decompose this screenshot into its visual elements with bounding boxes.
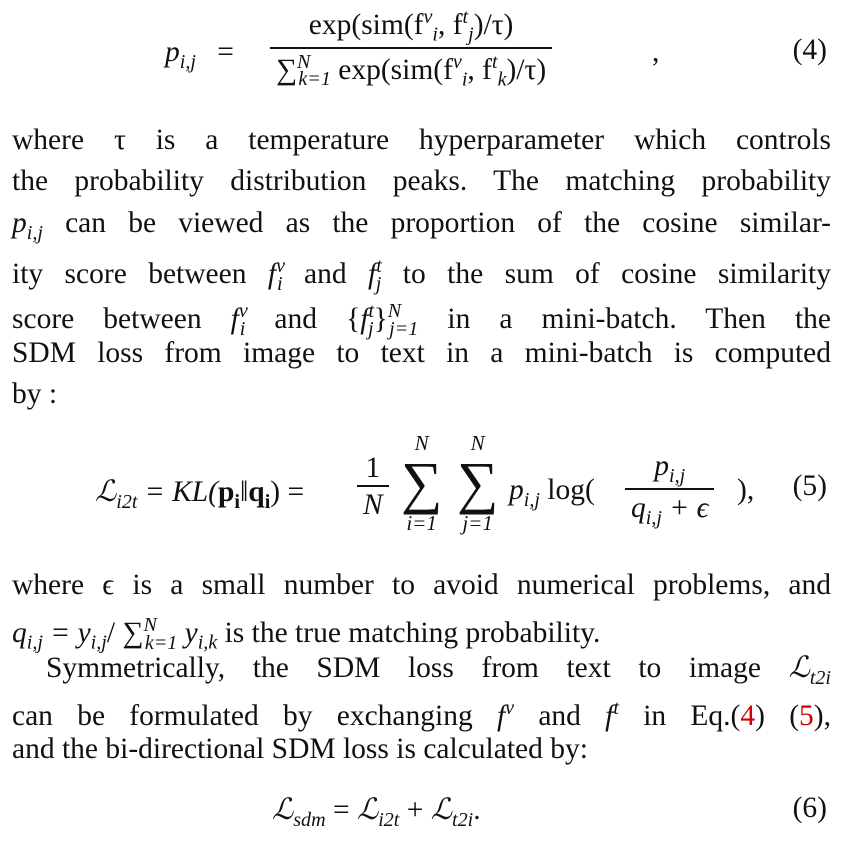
para2-l3-L-sub: t2i: [809, 666, 831, 689]
para2-l4-a: can be formulated by exchanging: [12, 699, 497, 732]
para1-l5-b: and {: [245, 302, 361, 335]
para2-l5-text: and the bi-directional SDM loss is calculated by:: [12, 733, 588, 765]
para1-l5-f1: f: [230, 302, 239, 335]
equation-number-5: (5): [792, 470, 827, 502]
eq5-lhs: [95, 474, 304, 514]
eq5-sum-j-top: N: [470, 431, 485, 455]
eq5-p: p: [218, 476, 235, 508]
eq4-comma: ,: [652, 36, 660, 68]
para1-l2-text: the probability distribution peaks. The matching probability: [12, 165, 831, 197]
para2-l4-sup1: v: [505, 697, 515, 719]
eq4-den-end: )/τ): [506, 53, 547, 86]
eq5-kl: = KL(: [137, 476, 218, 508]
eq5-reference-link[interactable]: 5: [799, 699, 814, 732]
eq5-pij: p: [509, 474, 524, 506]
para1-l5-c: }: [373, 302, 388, 335]
para1-l4-sup2: t: [376, 255, 382, 277]
para2-l4-c: in Eq.(: [618, 699, 741, 732]
para1-line2: [12, 161, 831, 201]
para1-line7: [12, 374, 831, 414]
eq4-den-sub1: i: [461, 68, 468, 91]
para2-l1-text: where ϵ is a small number to avoid numerical problems, and: [12, 569, 831, 601]
eq5-sum-j-symbol: ∑: [457, 450, 499, 515]
eq5-ratio-eps: + ϵ: [661, 491, 709, 524]
eq5-L-sub: i2t: [116, 490, 138, 513]
para1-l4-a: ity score between: [12, 257, 268, 290]
para2-l2-sub1: i,j: [26, 631, 43, 654]
eq5-one-over-n: [357, 452, 389, 522]
eq5-sum-i-symbol: ∑: [401, 450, 443, 515]
eq5-ratio-num: [625, 450, 714, 488]
para2-l2-text: is the true matching probability.: [217, 616, 601, 649]
eq6-L1-sub: sdm: [293, 808, 326, 831]
eq4-lhs: [165, 36, 234, 74]
eq4-sum-sup: N: [297, 50, 311, 73]
para2-l4-d: ) (: [755, 699, 800, 732]
eq6-L2: ℒ: [356, 792, 379, 826]
para2-l4-e: ),: [813, 699, 831, 732]
eq5-pij-log: [509, 474, 595, 512]
para2-l4-b: and: [514, 699, 606, 732]
para2-line5: [12, 729, 831, 769]
eq4-num-a: exp(sim(f: [308, 8, 424, 41]
para1-l5-a: score between: [12, 302, 231, 335]
eq6-L2-sub: i2t: [378, 808, 400, 831]
eq4-den-sup1: v: [452, 50, 462, 73]
eq4-p-sub: i,j: [179, 50, 196, 73]
equation-6: [272, 792, 481, 832]
eq6-equals: =: [325, 794, 357, 826]
eq4-num-mid: , f: [437, 8, 463, 41]
para2-l2-sub2: i,j: [90, 631, 107, 654]
eq5-n: N: [357, 485, 389, 522]
eq5-L: ℒ: [95, 474, 117, 508]
para2-l4-f1: f: [496, 699, 506, 732]
eq5-sum-j: [457, 432, 498, 534]
eq5-one: 1: [365, 452, 381, 484]
eq6-end: .: [473, 794, 481, 826]
eq4-den-sup2: t: [491, 50, 498, 73]
eq4-den-mid: , f: [467, 53, 492, 86]
equation-number-4: (4): [792, 34, 827, 66]
eq5-ratio-p-sub: i,j: [669, 464, 686, 487]
eq5-ratio-q: q: [631, 491, 646, 524]
para1-l5-sup3: N: [387, 300, 402, 322]
eq4-num-sub2: j: [468, 23, 474, 46]
para1-line1: [12, 120, 831, 160]
para2-l4-sup2: t: [613, 697, 619, 719]
para1-l7-text: by :: [12, 378, 58, 410]
para1-line6: [12, 333, 831, 373]
para1-l3-sub: i,j: [26, 221, 43, 244]
para1-l4-f2: f: [368, 257, 377, 290]
eq4-sum-symbol: ∑: [276, 53, 298, 86]
eq4-fraction: [270, 6, 552, 91]
para1-l5-sup1: v: [238, 300, 248, 322]
eq4-p: p: [165, 36, 180, 68]
eq4-den-exp: exp(sim(f: [330, 53, 453, 86]
eq5-ratio-den: [625, 488, 714, 530]
para1-l4-f1: f: [267, 257, 277, 290]
para1-l5-f2: f: [360, 302, 369, 335]
eq4-num-sub1: i: [432, 23, 438, 46]
eq6-L1: ℒ: [272, 792, 294, 826]
eq5-sum-i-top: N: [414, 431, 429, 455]
para2-l2-sup3: N: [143, 614, 157, 636]
eq5-end: ),: [737, 474, 755, 506]
eq5-sum-j-bottom: j=1: [462, 511, 493, 535]
eq5-q-sub: i: [264, 490, 271, 513]
eq4-numerator: [270, 6, 552, 47]
eq4-den-sub2: k: [497, 68, 507, 91]
para2-l2-sub4: i,k: [197, 631, 218, 654]
eq4-reference-link[interactable]: 4: [740, 699, 756, 732]
eq5-ratio: [625, 450, 714, 530]
para2-l2-q: q: [12, 616, 27, 649]
para1-l5-sub1: i: [239, 317, 246, 340]
para1-l4-sup1: v: [276, 255, 286, 277]
eq5-sum-i-bottom: i=1: [406, 511, 437, 535]
eq4-num-end: )/τ): [473, 8, 514, 41]
eq4-sum-sub: k=1: [298, 68, 331, 91]
eq4-num-sup2: t: [462, 6, 469, 28]
eq4-equals: =: [217, 36, 234, 68]
para1-l5-sub3: j=1: [389, 317, 419, 340]
eq6-L3: ℒ: [430, 792, 453, 826]
eq5-p-sub: i: [234, 490, 240, 513]
para1-l5-sub2: j: [368, 317, 374, 340]
para2-l2-y: = y: [42, 616, 91, 649]
eq5-q: q: [248, 476, 265, 508]
eq4-denominator: [270, 47, 552, 92]
para1-l3-p: p: [12, 207, 27, 239]
para2-l4-f2: f: [605, 699, 614, 732]
para2-line1: [12, 565, 831, 605]
eq5-pij-sub: i,j: [523, 488, 540, 511]
para1-l4-b: and: [282, 257, 369, 290]
para1-l5-sup2: t: [368, 300, 375, 322]
para1-l1-text: where τ is a temperature hyperparameter which controls: [12, 124, 831, 156]
para1-l4-c: to the sum of cosine similarity: [381, 257, 832, 290]
eq6-plus: +: [399, 794, 431, 826]
eq5-log: log(: [539, 474, 595, 506]
para2-l3-text: Symmetrically, the SDM loss from text to image: [46, 652, 789, 684]
para1-l4-sub1: i: [277, 272, 283, 295]
eq5-bar: ‖: [240, 476, 249, 508]
eq5-ratio-p: p: [654, 450, 670, 482]
eq4-num-sup1: v: [423, 6, 433, 28]
eq6-L3-sub: t2i: [452, 808, 474, 831]
para1-l3-text: can be viewed as the proportion of the cosine similar-: [42, 207, 831, 239]
para2-l2-y2: y: [177, 616, 198, 649]
para2-l2-sub3: k=1: [144, 631, 178, 654]
eq5-ratio-q-sub: i,j: [645, 506, 662, 529]
para1-l6-text: SDM loss from image to text in a mini-batch is computed: [12, 337, 831, 369]
para1-l5-d: in a mini-batch. Then the: [418, 302, 831, 335]
equation-number-6: (6): [792, 792, 827, 824]
para2-l2-sum: / ∑: [106, 616, 144, 649]
eq5-close: ) =: [270, 476, 305, 508]
para1-l4-sub2: j: [375, 272, 382, 295]
para2-l3-L: ℒ: [788, 650, 810, 684]
eq5-sum-i: [401, 432, 442, 534]
